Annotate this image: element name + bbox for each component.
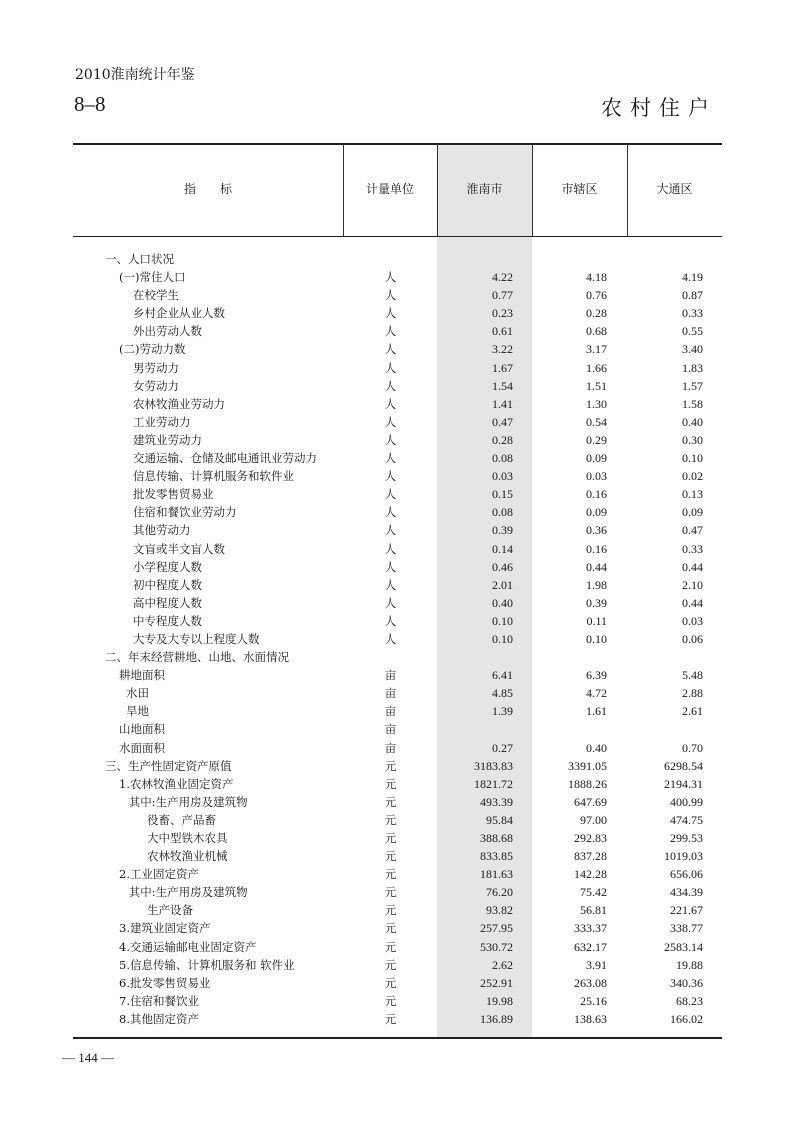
value-datong: 6298.54 — [664, 758, 703, 773]
row-indicator: 三、生产性固定资产原值 — [105, 758, 232, 773]
value-huainan: 6.41 — [492, 668, 513, 683]
column-header-unit: 计量单位 — [365, 182, 414, 196]
value-datong: 2.61 — [682, 704, 703, 719]
row-unit: 元 — [384, 939, 397, 954]
value-huainan: 181.63 — [480, 867, 513, 882]
value-datong: 0.40 — [682, 414, 703, 429]
row-indicator: 8.其他固定资产 — [119, 1011, 199, 1026]
column-header-huainan: 淮南市 — [466, 182, 503, 196]
value-datong: 0.06 — [682, 631, 703, 646]
row-unit: 元 — [384, 975, 397, 990]
row-unit: 元 — [384, 794, 397, 809]
value-huainan: 0.77 — [492, 288, 513, 303]
value-district: 0.09 — [586, 451, 607, 466]
value-huainan: 0.10 — [492, 613, 513, 628]
row-indicator: 高中程度人数 — [133, 595, 202, 610]
row-unit: 人 — [384, 270, 397, 285]
row-unit: 元 — [384, 812, 397, 827]
row-unit: 人 — [384, 396, 397, 411]
value-district: 0.40 — [586, 740, 607, 755]
row-indicator: 批发零售贸易业 — [133, 487, 214, 502]
row-indicator: 二、年末经营耕地、山地、水面情况 — [105, 650, 289, 665]
row-unit: 元 — [384, 993, 397, 1008]
value-district: 0.11 — [586, 613, 607, 628]
value-datong: 2.88 — [682, 686, 703, 701]
row-indicator: (二)劳动力数 — [119, 342, 186, 357]
value-datong: 0.33 — [682, 541, 703, 556]
value-district: 0.39 — [586, 595, 607, 610]
row-indicator: 4.交通运输邮电业固定资产 — [119, 939, 257, 954]
table-row — [73, 377, 722, 395]
value-huainan: 0.47 — [492, 414, 513, 429]
row-unit: 人 — [384, 414, 397, 429]
table-row — [73, 485, 722, 503]
value-huainan: 1.54 — [492, 378, 513, 393]
row-unit: 元 — [384, 831, 397, 845]
value-datong: 338.77 — [670, 921, 703, 936]
table-row — [73, 268, 722, 286]
value-huainan: 2.01 — [492, 577, 513, 592]
value-district: 333.37 — [574, 921, 607, 936]
value-district: 138.63 — [574, 1011, 607, 1026]
value-huainan: 76.20 — [486, 885, 513, 900]
value-district: 292.83 — [574, 831, 607, 845]
row-indicator: 山地面积 — [119, 722, 165, 737]
value-district: 3.17 — [586, 342, 607, 357]
value-huainan: 0.08 — [492, 505, 513, 520]
column-header-indicator: 指 标 — [183, 182, 232, 196]
value-huainan: 0.39 — [492, 523, 513, 538]
value-district: 3.91 — [586, 957, 607, 972]
header-rule — [73, 236, 722, 237]
row-indicator: 5.信息传输、计算机服务和 软件业 — [119, 957, 295, 972]
section-title: 农村住户 — [601, 96, 717, 120]
row-unit: 人 — [384, 469, 397, 484]
row-unit: 人 — [384, 487, 397, 502]
value-district: 142.28 — [574, 867, 607, 882]
value-datong: 0.44 — [682, 559, 703, 574]
value-datong: 0.47 — [682, 523, 703, 538]
value-huainan: 0.40 — [492, 595, 513, 610]
value-district: 4.18 — [586, 270, 607, 285]
table-row — [73, 666, 722, 684]
value-datong: 400.99 — [670, 794, 703, 809]
value-huainan: 93.82 — [486, 903, 513, 918]
value-district: 0.16 — [586, 487, 607, 502]
row-unit: 人 — [384, 523, 397, 538]
row-unit: 人 — [384, 360, 397, 375]
yearbook-title: 2010淮南统计年鉴 — [75, 67, 195, 83]
row-indicator: 住宿和餐饮业劳动力 — [133, 505, 237, 520]
value-district: 0.54 — [586, 414, 607, 429]
value-huainan: 252.91 — [480, 975, 513, 990]
table-row — [73, 503, 722, 521]
value-datong: 0.13 — [682, 487, 703, 502]
row-unit: 人 — [384, 288, 397, 303]
page-number: — 144 — — [62, 1050, 114, 1065]
table-row — [73, 286, 722, 304]
row-unit: 人 — [384, 342, 397, 357]
row-unit: 元 — [384, 776, 397, 791]
table-row — [73, 992, 722, 1010]
value-datong: 0.09 — [682, 505, 703, 520]
row-indicator: 其中:生产用房及建筑物 — [128, 885, 248, 900]
value-huainan: 833.85 — [480, 849, 513, 864]
row-indicator: 生产设备 — [147, 903, 193, 918]
value-datong: 0.30 — [682, 432, 703, 447]
row-indicator: 建筑业劳动力 — [133, 432, 202, 447]
row-unit: 元 — [384, 758, 397, 773]
row-unit: 人 — [384, 306, 397, 321]
row-unit: 人 — [384, 541, 397, 556]
row-indicator: 一、人口状况 — [105, 252, 174, 266]
value-huainan: 0.61 — [492, 324, 513, 339]
value-district: 837.28 — [574, 849, 607, 864]
value-district: 0.28 — [586, 306, 607, 321]
table-row — [73, 648, 722, 666]
value-datong: 434.39 — [670, 885, 703, 900]
row-unit: 人 — [384, 505, 397, 520]
table-row — [73, 576, 722, 594]
table-row — [73, 630, 722, 648]
table-row — [73, 829, 722, 847]
value-huainan: 0.28 — [492, 432, 513, 447]
row-indicator: 6.批发零售贸易业 — [119, 975, 211, 990]
value-huainan: 1.39 — [492, 704, 513, 719]
table-row — [73, 919, 722, 937]
value-huainan: 2.62 — [492, 957, 513, 972]
value-datong: 4.19 — [682, 270, 703, 285]
value-district: 647.69 — [574, 794, 607, 809]
row-indicator: 3.建筑业固定资产 — [119, 921, 211, 936]
value-district: 0.76 — [586, 288, 607, 303]
table-row — [73, 720, 722, 738]
value-huainan: 1.67 — [492, 360, 513, 375]
row-indicator: 初中程度人数 — [133, 577, 202, 592]
row-unit: 人 — [384, 324, 397, 339]
value-datong: 2194.31 — [664, 776, 703, 791]
row-indicator: 2.工业固定资产 — [119, 867, 199, 882]
table-row — [73, 322, 722, 340]
row-unit: 元 — [384, 1011, 397, 1026]
value-huainan: 1821.72 — [474, 776, 513, 791]
table-row — [73, 612, 722, 630]
table-row — [73, 304, 722, 322]
value-datong: 0.87 — [682, 288, 703, 303]
row-unit: 元 — [384, 921, 397, 936]
value-district: 75.42 — [580, 885, 607, 900]
row-indicator: 工业劳动力 — [133, 414, 191, 429]
table-row — [73, 883, 722, 901]
value-datong: 299.53 — [670, 831, 703, 845]
row-unit: 元 — [384, 957, 397, 972]
row-indicator: 在校学生 — [133, 288, 179, 303]
table-row — [73, 594, 722, 612]
row-indicator: 其他劳动力 — [133, 523, 191, 538]
value-datong: 0.55 — [682, 324, 703, 339]
row-unit: 人 — [384, 613, 397, 628]
table-row — [73, 1010, 722, 1028]
value-datong: 474.75 — [670, 812, 703, 827]
value-huainan: 19.98 — [486, 993, 513, 1008]
value-datong: 340.36 — [670, 975, 703, 990]
value-datong: 2583.14 — [664, 939, 703, 954]
value-district: 6.39 — [586, 668, 607, 683]
table-row — [73, 757, 722, 775]
value-datong: 221.67 — [670, 903, 703, 918]
value-huainan: 0.10 — [492, 631, 513, 646]
row-indicator: 1.农林牧渔业固定资产 — [119, 776, 234, 791]
value-huainan: 0.27 — [492, 740, 513, 755]
value-datong: 0.03 — [682, 613, 703, 628]
value-datong: 3.40 — [682, 342, 703, 357]
table-row — [73, 250, 722, 268]
value-huainan: 0.23 — [492, 306, 513, 321]
table-row — [73, 938, 722, 956]
value-datong: 68.23 — [676, 993, 703, 1008]
value-datong: 656.06 — [670, 867, 703, 882]
row-unit: 元 — [384, 849, 397, 864]
value-district: 0.29 — [586, 432, 607, 447]
value-district: 263.08 — [574, 975, 607, 990]
column-header-datong: 大通区 — [656, 182, 693, 196]
value-huainan: 0.46 — [492, 559, 513, 574]
value-district: 1.61 — [586, 704, 607, 719]
top-rule — [73, 143, 722, 145]
value-district: 1.51 — [586, 378, 607, 393]
value-datong: 5.48 — [682, 668, 703, 683]
value-district: 0.09 — [586, 505, 607, 520]
row-unit: 元 — [384, 867, 397, 882]
row-indicator: 男劳动力 — [133, 360, 179, 375]
row-unit: 人 — [384, 432, 397, 447]
value-datong: 0.02 — [682, 469, 703, 484]
value-district: 0.36 — [586, 523, 607, 538]
table-row — [73, 811, 722, 829]
table-row — [73, 540, 722, 558]
table-row — [73, 684, 722, 702]
table-code: 8–8 — [74, 92, 106, 116]
row-unit: 人 — [384, 559, 397, 574]
row-unit: 人 — [384, 631, 397, 646]
row-unit: 亩 — [384, 704, 397, 719]
table-body — [73, 250, 722, 1028]
value-datong: 2.10 — [682, 577, 703, 592]
value-huainan: 4.85 — [492, 686, 513, 701]
value-datong: 0.33 — [682, 306, 703, 321]
value-district: 0.44 — [586, 559, 607, 574]
table-row — [73, 359, 722, 377]
value-huainan: 530.72 — [480, 939, 513, 954]
row-unit: 人 — [384, 577, 397, 592]
table-row — [73, 449, 722, 467]
value-datong: 1019.03 — [664, 849, 703, 864]
value-datong: 0.10 — [682, 451, 703, 466]
table-row — [73, 558, 722, 576]
table-row — [73, 431, 722, 449]
row-indicator: 大中型铁木农具 — [147, 831, 228, 845]
row-unit: 元 — [384, 885, 397, 900]
column-header-district: 市辖区 — [561, 182, 598, 196]
value-district: 0.16 — [586, 541, 607, 556]
value-huainan: 493.39 — [480, 794, 513, 809]
row-unit: 人 — [384, 451, 397, 466]
value-district: 1.30 — [586, 396, 607, 411]
row-indicator: 其中:生产用房及建筑物 — [128, 794, 248, 809]
value-huainan: 0.08 — [492, 451, 513, 466]
row-unit: 亩 — [384, 722, 397, 737]
value-datong: 0.44 — [682, 595, 703, 610]
value-huainan: 95.84 — [486, 812, 513, 827]
row-indicator: 女劳动力 — [133, 378, 179, 393]
value-district: 25.16 — [580, 993, 607, 1008]
value-huainan: 3183.83 — [474, 758, 513, 773]
row-indicator: 外出劳动人数 — [133, 324, 202, 339]
value-datong: 1.57 — [682, 378, 703, 393]
row-indicator: (一)常住人口 — [119, 270, 186, 285]
row-indicator: 小学程度人数 — [133, 559, 202, 574]
table-row — [73, 413, 722, 431]
value-district: 4.72 — [586, 686, 607, 701]
value-huainan: 4.22 — [492, 270, 513, 285]
row-unit: 亩 — [384, 668, 397, 683]
value-datong: 19.88 — [676, 957, 703, 972]
value-district: 56.81 — [580, 903, 607, 918]
bottom-rule — [73, 1037, 722, 1039]
value-district: 0.03 — [586, 469, 607, 484]
table-row — [73, 901, 722, 919]
table-row — [73, 775, 722, 793]
value-huainan: 0.15 — [492, 487, 513, 502]
row-unit: 元 — [384, 903, 397, 918]
value-district: 0.68 — [586, 324, 607, 339]
row-unit: 人 — [384, 595, 397, 610]
value-district: 97.00 — [580, 812, 607, 827]
value-datong: 166.02 — [670, 1011, 703, 1026]
row-indicator: 大专及大专以上程度人数 — [133, 631, 260, 646]
table-row — [73, 395, 722, 413]
value-huainan: 1.41 — [492, 396, 513, 411]
row-indicator: 旱地 — [126, 704, 149, 719]
table-row — [73, 702, 722, 720]
row-indicator: 役畜、产品畜 — [147, 812, 216, 827]
row-indicator: 农林牧渔业劳动力 — [133, 396, 225, 411]
table-row — [73, 340, 722, 358]
value-huainan: 136.89 — [480, 1011, 513, 1026]
row-indicator: 乡村企业从业人数 — [133, 306, 225, 321]
value-datong: 1.83 — [682, 360, 703, 375]
table-row — [73, 847, 722, 865]
row-indicator: 7.住宿和餐饮业 — [119, 993, 199, 1008]
row-unit: 亩 — [384, 740, 397, 755]
table-row — [73, 793, 722, 811]
value-district: 1.98 — [586, 577, 607, 592]
value-huainan: 0.14 — [492, 541, 513, 556]
value-datong: 0.70 — [682, 740, 703, 755]
value-datong: 1.58 — [682, 396, 703, 411]
row-indicator: 水面面积 — [119, 740, 165, 755]
row-indicator: 中专程度人数 — [133, 613, 202, 628]
value-huainan: 0.03 — [492, 469, 513, 484]
value-district: 1888.26 — [568, 776, 607, 791]
row-indicator: 农林牧渔业机械 — [147, 849, 228, 864]
value-huainan: 3.22 — [492, 342, 513, 357]
value-district: 0.10 — [586, 631, 607, 646]
value-district: 3391.05 — [568, 758, 607, 773]
row-indicator: 水田 — [126, 686, 149, 701]
row-indicator: 耕地面积 — [119, 668, 165, 683]
value-district: 632.17 — [574, 939, 607, 954]
table-row — [73, 974, 722, 992]
value-huainan: 388.68 — [480, 831, 513, 845]
table-row — [73, 956, 722, 974]
table-row — [73, 865, 722, 883]
value-huainan: 257.95 — [480, 921, 513, 936]
row-indicator: 信息传输、计算机服务和软件业 — [133, 469, 294, 484]
table-row — [73, 467, 722, 485]
row-indicator: 文盲或半文盲人数 — [133, 541, 225, 556]
value-district: 1.66 — [586, 360, 607, 375]
row-unit: 亩 — [384, 686, 397, 701]
table-row — [73, 521, 722, 539]
row-unit: 人 — [384, 378, 397, 393]
table-row — [73, 739, 722, 757]
row-indicator: 交通运输、仓储及邮电通讯业劳动力 — [133, 451, 317, 466]
